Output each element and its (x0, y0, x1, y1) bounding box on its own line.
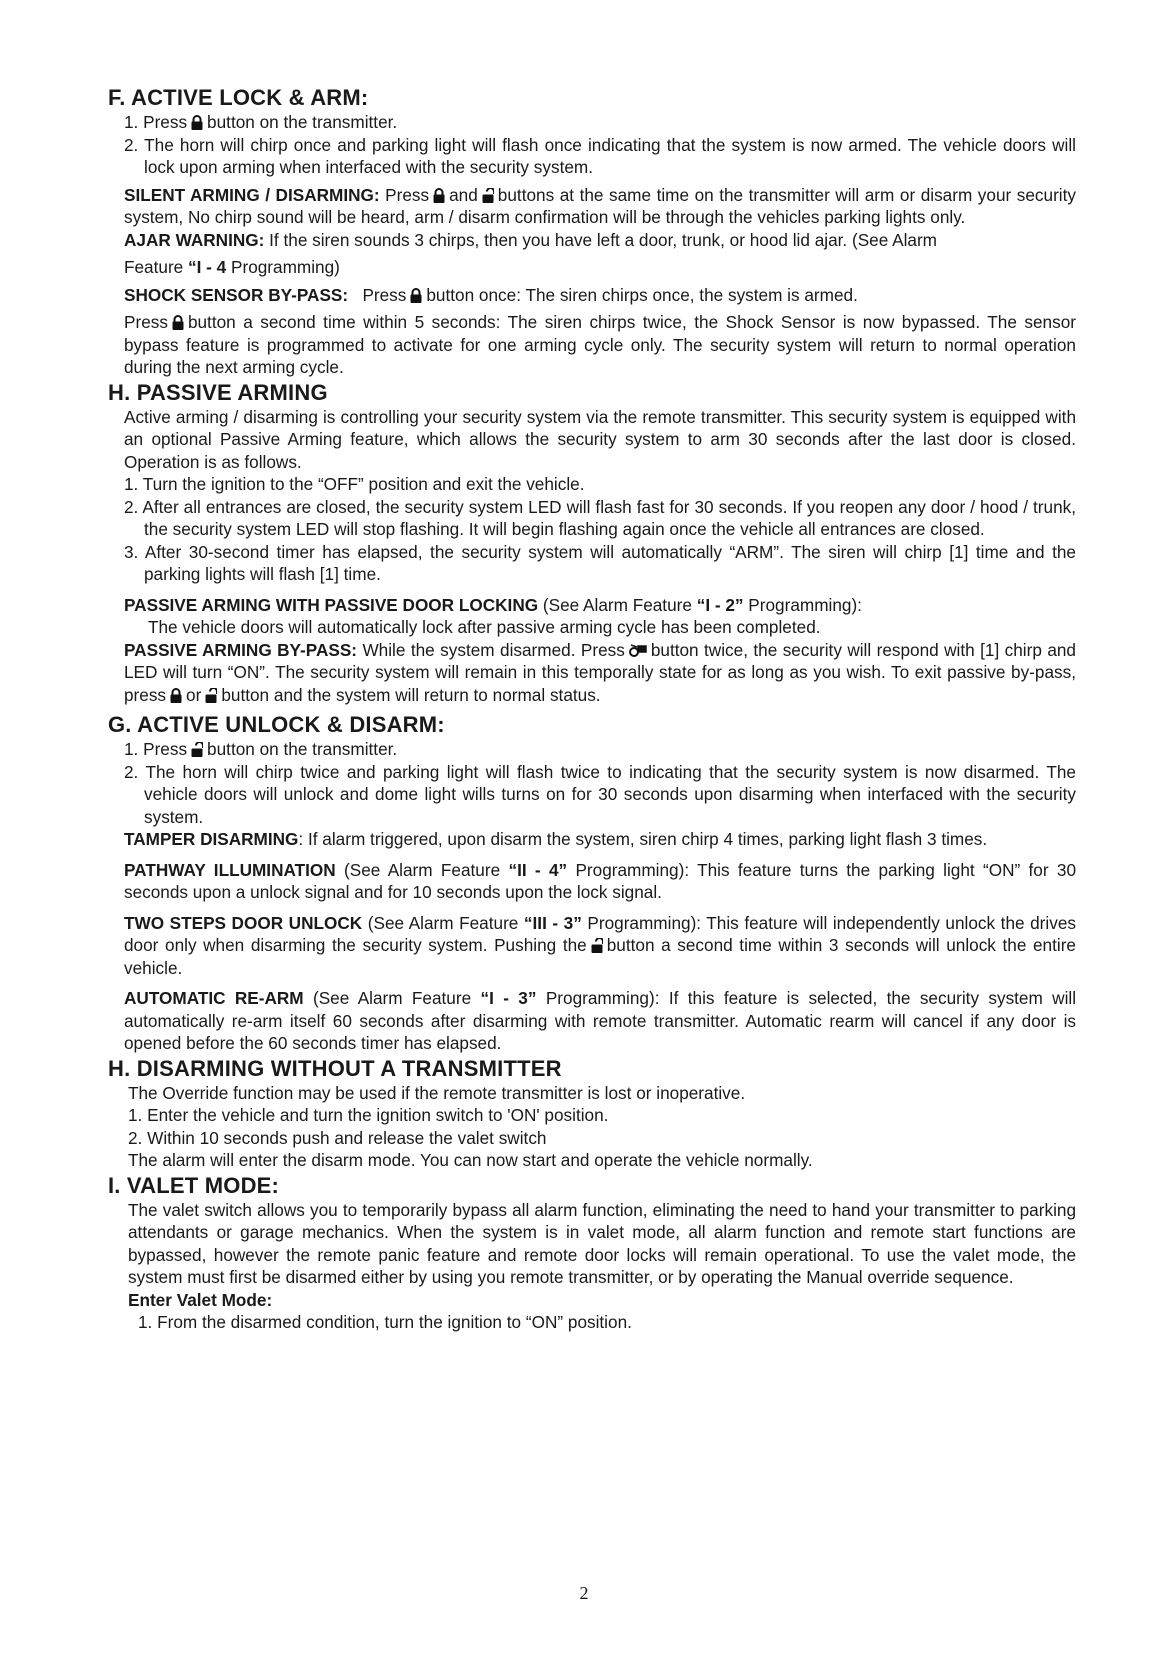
list-item: 1. From the disarmed condition, turn the ignition to “ON” position. (138, 1312, 632, 1332)
term-label: SHOCK SENSOR BY-PASS: (124, 284, 349, 305)
section-title-valet-mode: I. VALET MODE: (108, 1172, 280, 1198)
paragraph-passive-door-locking (108, 594, 1076, 617)
text: button a second time within 5 seconds: The siren chirps twice, the Shock Sensor is now bypassed. The sensor bypass feature is programmed to activate for one arming cycle only. The security system will return to normal operation during the next arming cycle. (124, 312, 1076, 377)
paragraph-intro: The Override function may be used if the remote transmitter is lost or inoperative. (128, 1082, 746, 1103)
text: Programming): If this feature is selected, the security system will automatically re-arm itself 60 seconds after disarming with remote transmitter. Automatic rearm will cancel if any door is opened before the 60 seconds timer has elapsed. (124, 988, 1077, 1053)
paragraph-intro: The valet switch allows you to temporarily bypass all alarm function, eliminating the need to hand your transmitter to parking attendants or garage mechanics. When the system is in valet mode, all alarm function and remote start functions are bypassed, however the remote panic feature and remote door locks will remain operational. To use the valet mode, the system must first be disarmed either by using you remote transmitter, or by operating the Manual override sequence. (128, 1199, 1076, 1287)
text: button and the system will return to normal status. (221, 684, 601, 705)
text: Programming): This feature turns the parking light “ON” for 30 seconds upon a unlock signal and for 10 seconds upon the lock signal. (124, 859, 1077, 902)
paragraph-ajar-feature (108, 256, 1076, 279)
text: or (186, 684, 202, 705)
paragraph-two-steps-unlock (108, 912, 1076, 980)
paragraph-shock-sensor (108, 284, 1076, 307)
section-title-disarming-without-transmitter: H. DISARMING WITHOUT A TRANSMITTER (108, 1055, 562, 1081)
text: 1. Press (124, 112, 188, 132)
lock-icon (410, 288, 422, 303)
text: buttons at the same time on the transmitter will arm or disarm your security system, No chirp sound will be heard, arm / disarm confirmation will be through the vehicles parking lights only. (124, 184, 1076, 227)
text: : If alarm triggered, upon disarm the system, siren chirp 4 times, parking light flash 3 times. (298, 829, 988, 849)
text: Press (124, 312, 168, 332)
section-title-active-unlock-disarm: G. ACTIVE UNLOCK & DISARM: (108, 712, 445, 737)
feature-code: “III - 3” (523, 912, 582, 933)
text: (See Alarm Feature (312, 988, 472, 1008)
paragraph-passive-door-locking-text: The vehicle doors will automatically lock after passive arming cycle has been completed. (148, 617, 821, 637)
paragraph-tamper-disarming (108, 828, 1076, 851)
text: button twice, the security will respond with [1] chirp and LED will turn “ON”. The security system will remain in this temporally state for as long as you wish. To exit passive by-pass, press (124, 639, 1076, 705)
text: button on the transmitter. (207, 739, 398, 759)
text: If the siren sounds 3 chirps, then you have left a door, trunk, or hood lid ajar. (See Alarm (269, 229, 937, 250)
feature-code: “I - 3” (480, 988, 537, 1008)
text: Press (362, 284, 407, 305)
term-label: TAMPER DISARMING (124, 829, 299, 849)
text: Press (385, 184, 430, 205)
list-item: 2. Within 10 seconds push and release the valet switch (128, 1127, 547, 1148)
term-label: Enter Valet Mode: (128, 1289, 273, 1310)
text: Programming): This feature will independently unlock the drives door only when disarming the security system. Pushing the (124, 912, 1076, 955)
term-label: SILENT ARMING / DISARMING: (124, 184, 380, 205)
list-item: 1. Turn the ignition to the “OFF” position and exit the vehicle. (124, 474, 585, 494)
term-label: PASSIVE ARMING WITH PASSIVE DOOR LOCKING (124, 594, 539, 615)
passive-bypass-icon (629, 643, 647, 658)
list-item: 2. The horn will chirp twice and parking light will flash twice to indicating that the security system is now disarmed. The vehicle doors will unlock and dome light wills turns on for 30 seconds upon disarming when interfaced with the security system. (124, 761, 1076, 827)
text: button a second time within 3 seconds will unlock the entire vehicle. (124, 935, 1076, 978)
unlock-icon (591, 938, 603, 953)
list-item (108, 111, 1076, 134)
paragraph-automatic-rearm (108, 987, 1076, 1055)
section-title-active-lock-arm: F. ACTIVE LOCK & ARM: (108, 85, 369, 110)
feature-code: “I - 2” (696, 594, 744, 615)
text: (See Alarm Feature (542, 594, 692, 615)
paragraph-ajar-warning (108, 229, 1076, 252)
lock-icon (191, 115, 203, 130)
lock-icon (170, 688, 182, 703)
paragraph-intro: Active arming / disarming is controlling your security system via the remote transmitter. This security system is equipped with an optional Passive Arming feature, which allows the security system to arm 30 seconds after the last door is closed. Operation is as follows. (124, 406, 1076, 472)
term-label: AJAR WARNING: (124, 229, 265, 250)
text: and (449, 184, 478, 205)
text: button on the transmitter. (207, 112, 398, 132)
list-item: 3. After 30-second timer has elapsed, the security system will automatically “ARM”. The siren will chirp [1] time and the parking lights will flash [1] time. (124, 541, 1076, 584)
paragraph-shock-sensor-2 (108, 311, 1076, 379)
term-label: TWO STEPS DOOR UNLOCK (124, 912, 363, 933)
page-content (108, 84, 1076, 1334)
text: (See Alarm Feature (344, 859, 501, 880)
text: 1. Press (124, 739, 188, 759)
lock-icon (172, 315, 184, 330)
feature-code: “II - 4” (508, 859, 568, 880)
paragraph-passive-bypass (108, 639, 1076, 707)
term-label: PASSIVE ARMING BY-PASS: (124, 639, 358, 660)
text: While the system disarmed. Press (362, 639, 625, 660)
lock-icon (433, 188, 445, 203)
text: (See Alarm Feature (367, 912, 519, 933)
list-item (108, 738, 1076, 761)
unlock-icon (205, 688, 217, 703)
paragraph-pathway-illumination (108, 859, 1076, 904)
text: Feature (124, 257, 184, 277)
text: button once: The siren chirps once, the system is armed. (426, 284, 858, 305)
text: Programming) (231, 257, 340, 277)
list-item: 2. The horn will chirp once and parking light will flash once indicating that the system is now armed. The vehicle doors will lock upon arming when interfaced with the security system. (124, 134, 1076, 177)
term-label: AUTOMATIC RE-ARM (124, 988, 304, 1008)
subheading-enter-valet-mode (108, 1289, 1076, 1312)
text: Programming): (748, 594, 862, 615)
unlock-icon (482, 188, 494, 203)
page-number: 2 (579, 1583, 589, 1603)
section-title-passive-arming: H. PASSIVE ARMING (108, 379, 328, 405)
list-item: 2. After all entrances are closed, the security system LED will flash fast for 30 seconds. If you reopen any door / hood / trunk, the security system LED will stop flashing. It will begin flashing again once the vehicle all entrances are closed. (124, 496, 1076, 539)
paragraph-silent-arming (108, 184, 1076, 229)
unlock-icon (191, 742, 203, 757)
feature-code: “I - 4 (188, 257, 227, 277)
list-item: 1. Enter the vehicle and turn the ignition switch to 'ON' position. (128, 1105, 609, 1125)
paragraph-outro: The alarm will enter the disarm mode. You can now start and operate the vehicle normally. (128, 1150, 813, 1170)
term-label: PATHWAY ILLUMINATION (124, 859, 336, 880)
